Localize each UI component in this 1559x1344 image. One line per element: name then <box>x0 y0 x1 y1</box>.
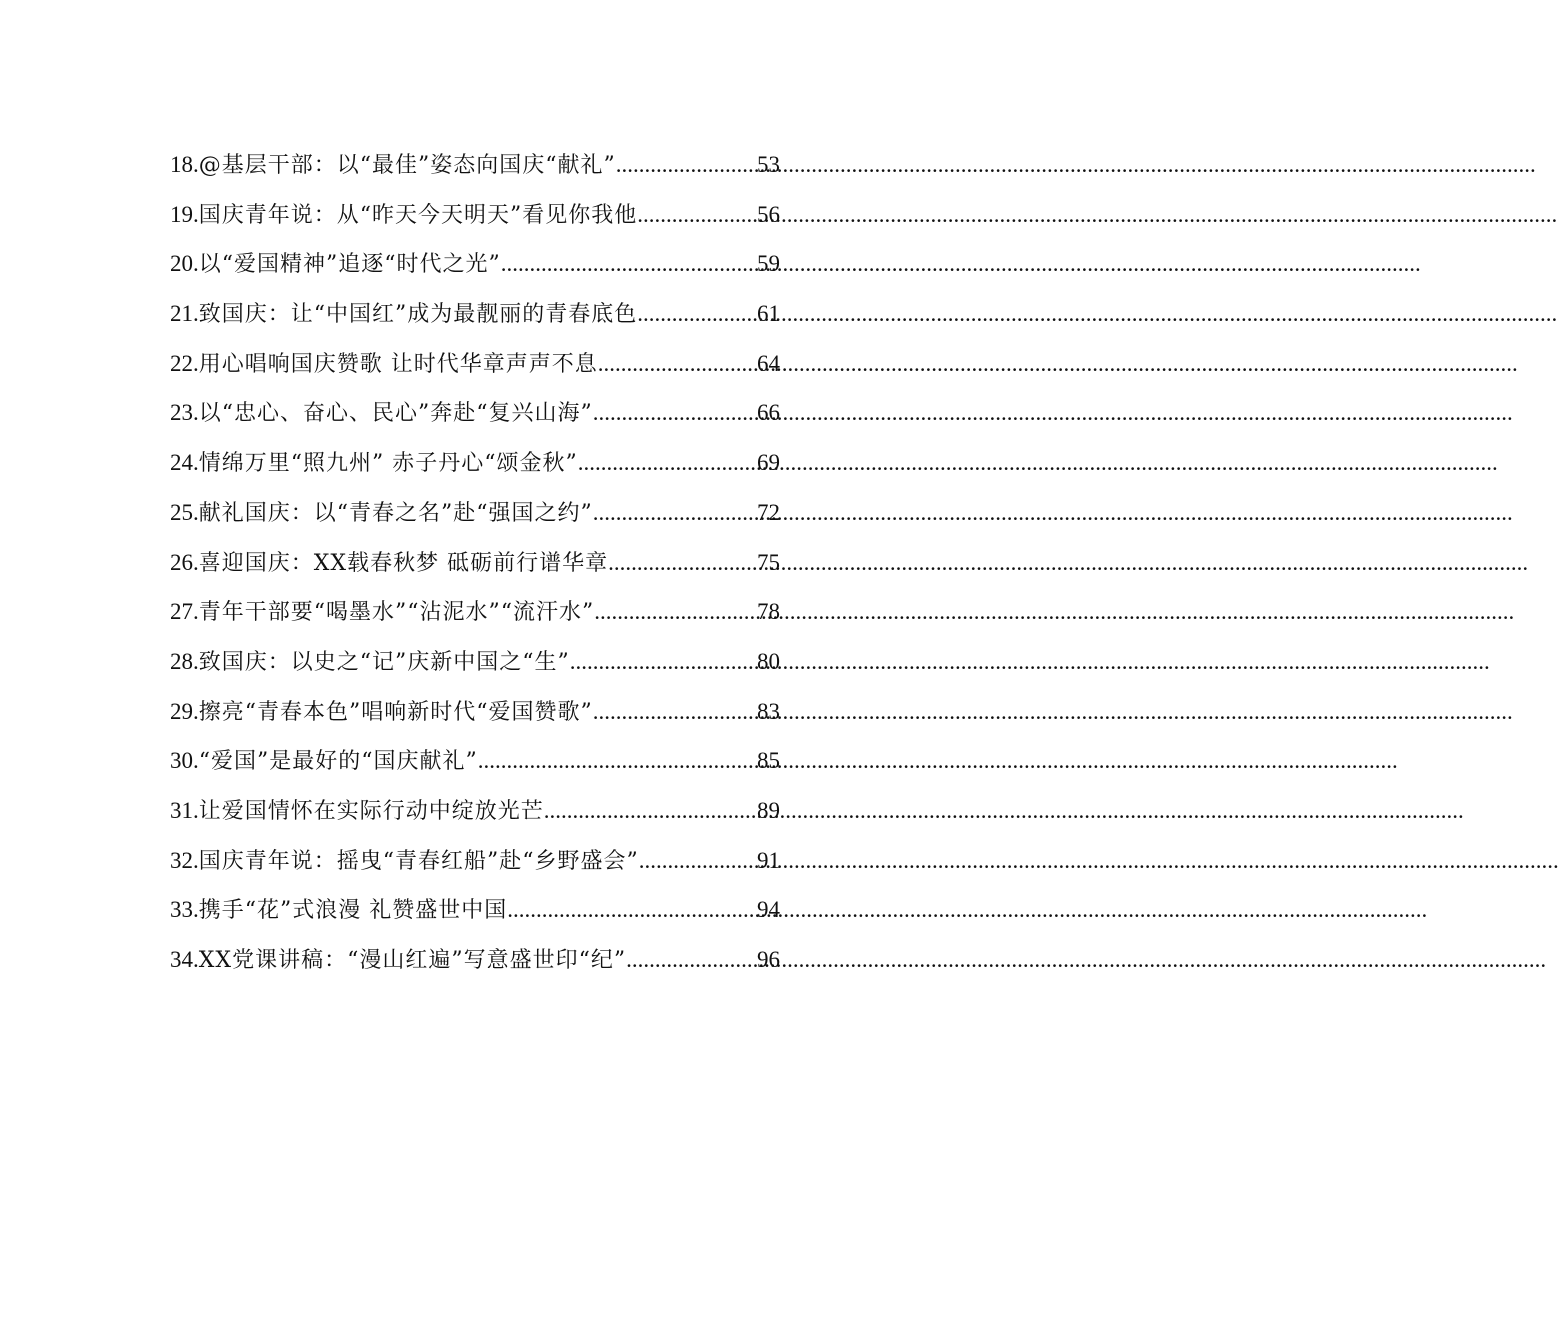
toc-entry[interactable] <box>170 239 780 289</box>
entry-page-number: 80 <box>757 648 780 674</box>
dot-leader <box>608 538 757 588</box>
toc-entry[interactable] <box>170 587 780 637</box>
entry-page-number: 85 <box>757 748 780 774</box>
entry-title: XX党课讲稿：“漫山红遍”写意盛世印“纪” <box>198 948 627 973</box>
entry-title: 擦亮“青春本色”唱响新时代“爱国赞歌” <box>198 699 593 725</box>
table-of-contents <box>170 140 780 985</box>
entry-title: 以“爱国精神”追逐“时代之光” <box>198 252 501 278</box>
entry-page-number: 64 <box>757 350 780 376</box>
dot-leader <box>478 736 757 786</box>
entry-number: 23. <box>170 400 199 426</box>
toc-entry[interactable] <box>170 289 780 339</box>
dot-leader <box>593 488 757 538</box>
toc-entry[interactable] <box>170 190 780 240</box>
entry-page-number: 66 <box>757 400 780 426</box>
entry-title: 致国庆：让“中国红”成为最靓丽的青春底色 <box>198 302 638 328</box>
entry-page-number: 94 <box>757 897 780 923</box>
dot-leader <box>616 140 757 190</box>
dot-leader <box>593 687 757 737</box>
entry-number: 26. <box>170 549 199 575</box>
toc-entry[interactable] <box>170 388 780 438</box>
dot-leader <box>570 637 757 687</box>
dot-leader <box>594 587 757 637</box>
entry-number: 30. <box>170 748 199 774</box>
dot-leader <box>637 190 757 240</box>
entry-page-number: 61 <box>757 301 780 327</box>
entry-page-number: 56 <box>757 201 780 227</box>
dot-leader <box>501 239 757 289</box>
dot-leader <box>637 289 757 339</box>
entry-number: 20. <box>170 251 199 277</box>
toc-entry[interactable] <box>170 885 780 935</box>
entry-number: 21. <box>170 301 199 327</box>
entry-title: 国庆青年说：从“昨天今天明天”看见你我他 <box>198 202 638 228</box>
toc-entry[interactable] <box>170 488 780 538</box>
toc-entry[interactable] <box>170 637 780 687</box>
dot-leader <box>593 388 757 438</box>
entry-title: 情绵万里“照九州” 赤子丹心“颂金秋” <box>198 451 578 477</box>
entry-number: 34. <box>170 947 199 972</box>
entry-page-number: 69 <box>757 450 780 476</box>
entry-page-number: 91 <box>757 847 780 873</box>
toc-entry[interactable] <box>170 538 780 588</box>
entry-page-number: 89 <box>757 797 780 823</box>
entry-page-number: 78 <box>757 599 780 625</box>
entry-page-number: 75 <box>757 549 780 575</box>
entry-title: 用心唱响国庆赞歌 让时代华章声声不息 <box>198 351 598 377</box>
entry-number: 25. <box>170 499 199 525</box>
entry-title: @基层干部：以“最佳”姿态向国庆“献礼” <box>198 153 616 178</box>
entry-number: 31. <box>170 797 199 823</box>
entry-title: 青年干部要“喝墨水”“沾泥水”“流汗水” <box>198 600 595 626</box>
entry-title: 致国庆：以史之“记”庆新中国之“生” <box>198 649 570 675</box>
toc-entry[interactable] <box>170 786 780 836</box>
entry-page-number: 53 <box>757 152 780 177</box>
entry-page-number: 59 <box>757 251 780 277</box>
entry-number: 22. <box>170 350 199 376</box>
toc-entry[interactable] <box>170 339 780 389</box>
entry-number: 27. <box>170 599 199 625</box>
dot-leader <box>507 885 757 935</box>
dot-leader <box>578 438 757 488</box>
entry-title: 以“忠心、奋心、民心”奔赴“复兴山海” <box>198 401 593 427</box>
entry-number: 33. <box>170 897 199 923</box>
toc-entry[interactable] <box>170 687 780 737</box>
entry-title: 喜迎国庆：XX载春秋梦 砥砺前行谱华章 <box>198 550 609 576</box>
toc-entry[interactable] <box>170 935 780 985</box>
dot-leader <box>544 786 757 836</box>
entry-title: 国庆青年说：摇曳“青春红船”赴“乡野盛会” <box>198 848 639 874</box>
toc-entry[interactable] <box>170 438 780 488</box>
entry-title: 携手“花”式浪漫 礼赞盛世中国 <box>198 898 508 924</box>
entry-title: “爱国”是最好的“国庆献礼” <box>198 749 478 775</box>
dot-leader <box>639 836 757 886</box>
entry-number: 28. <box>170 648 199 674</box>
entry-number: 24. <box>170 450 199 476</box>
toc-entry[interactable] <box>170 140 780 190</box>
entry-page-number: 83 <box>757 698 780 724</box>
entry-page-number: 72 <box>757 499 780 525</box>
entry-title: 让爱国情怀在实际行动中绽放光芒 <box>198 798 544 824</box>
entry-number: 19. <box>170 201 199 227</box>
dot-leader <box>598 339 757 389</box>
toc-entry[interactable] <box>170 736 780 786</box>
entry-number: 29. <box>170 698 199 724</box>
toc-entry[interactable] <box>170 836 780 886</box>
entry-number: 32. <box>170 847 199 873</box>
dot-leader <box>626 935 757 985</box>
entry-number: 18. <box>170 152 199 177</box>
entry-title: 献礼国庆：以“青春之名”赴“强国之约” <box>198 500 593 526</box>
entry-page-number: 96 <box>757 947 780 972</box>
